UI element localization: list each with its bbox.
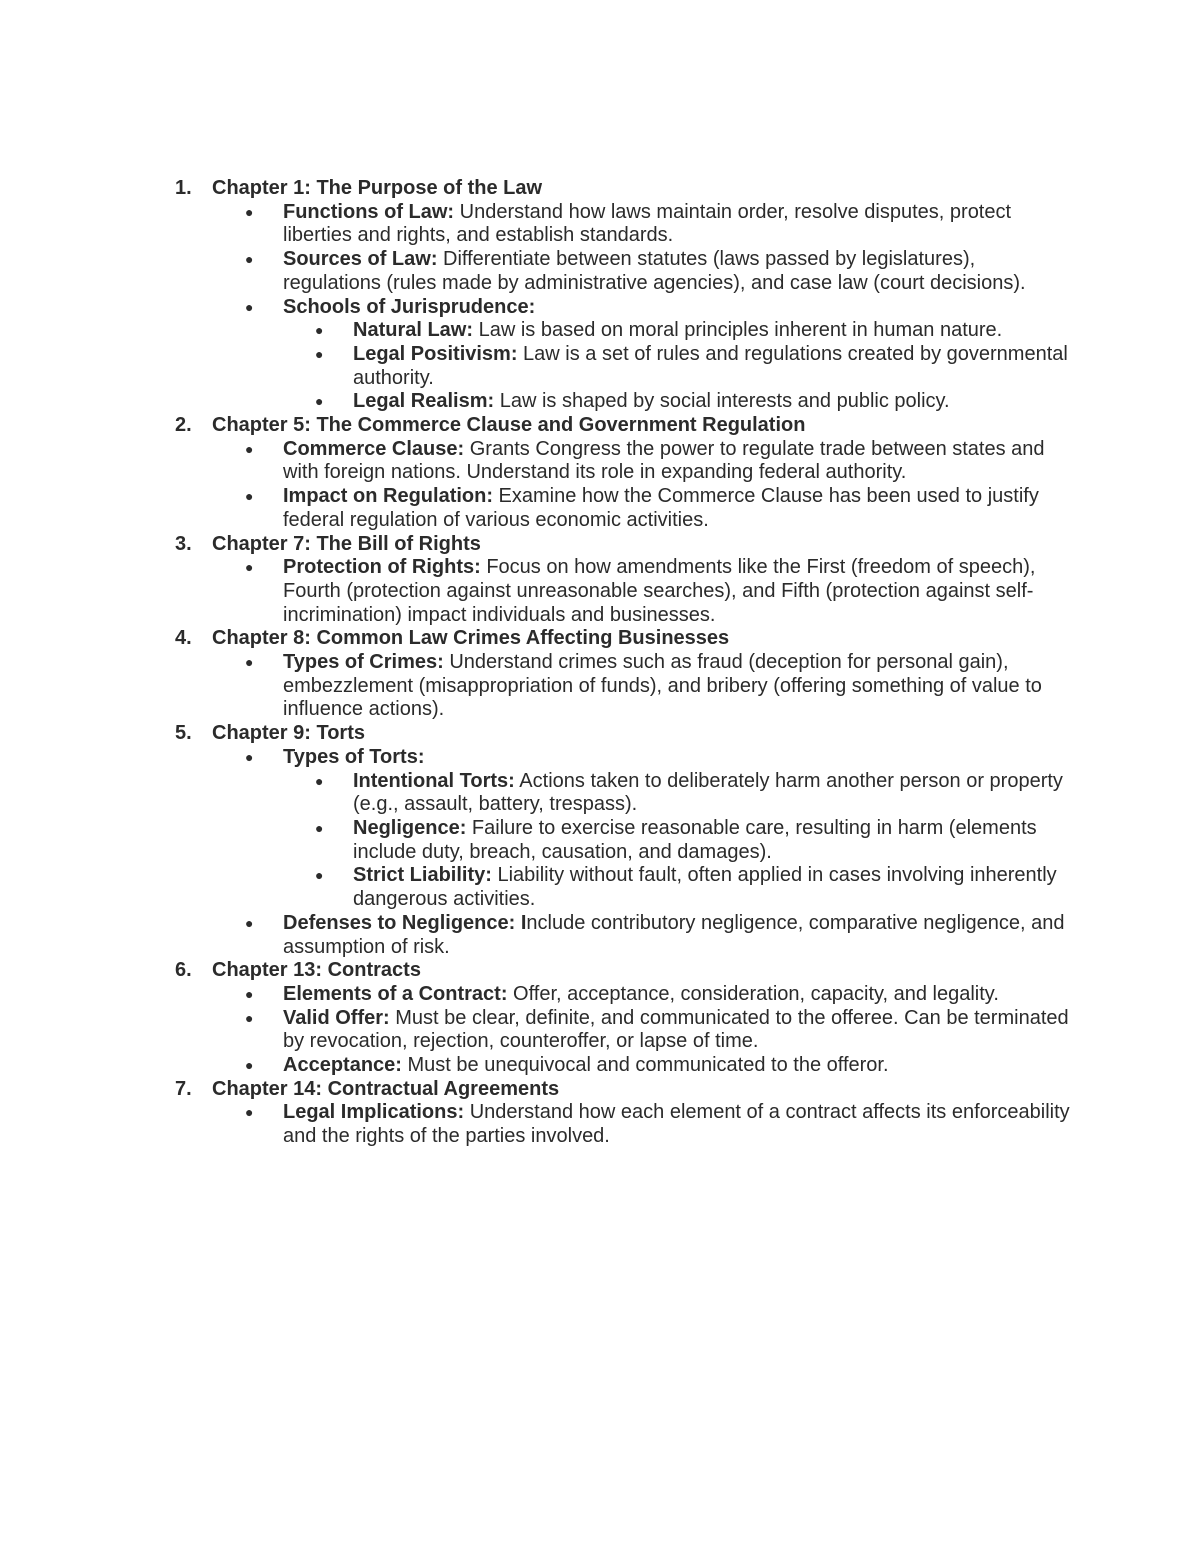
chapter-title: Chapter 13: Contracts <box>212 959 421 982</box>
sub-bullet-item <box>0 817 1072 864</box>
item-description: Liability without fault, often applied in cases involving inherently dangerous activities. <box>353 864 1057 911</box>
chapter-section <box>0 959 1072 1078</box>
chapter-section <box>0 414 1072 533</box>
bullet-item <box>0 296 1072 320</box>
item-term: Legal Implications: <box>283 1101 465 1124</box>
bullet-icon: ● <box>245 914 254 931</box>
bullet-icon: ● <box>315 393 324 410</box>
bullet-icon: ● <box>315 819 324 836</box>
bullet-item <box>0 1054 1072 1078</box>
item-description: Actions taken to deliberately harm another person or property (e.g., assault, battery, trespass). <box>353 769 1063 816</box>
bullet-item <box>0 1101 1072 1148</box>
bullet-icon: ● <box>245 1057 254 1074</box>
bullet-item <box>0 556 1072 627</box>
bullet-icon: ● <box>315 867 324 884</box>
bullet-list <box>0 746 1072 959</box>
chapter-section <box>0 722 1072 959</box>
bullet-icon: ● <box>315 345 324 362</box>
item-description: Must be unequivocal and communicated to the offeror. <box>401 1054 889 1077</box>
sub-bullet-item <box>0 770 1072 817</box>
sub-bullet-item <box>0 343 1072 390</box>
item-description: Law is based on moral principles inherent in human nature. <box>473 319 1003 342</box>
bullet-item <box>0 201 1072 248</box>
bullet-item <box>0 485 1072 532</box>
item-description: Offer, acceptance, consideration, capacity, and legality. <box>507 982 999 1005</box>
chapter-section <box>0 627 1072 722</box>
bullet-icon: ● <box>245 440 254 457</box>
chapter-number: 3. <box>175 532 192 555</box>
item-term: Impact on Regulation: <box>283 485 493 508</box>
item-description: Examine how the Commerce Clause has been used to justify federal regulation of various economic activities. <box>283 485 1039 531</box>
chapter-number: 4. <box>175 627 192 650</box>
item-term: Strict Liability: <box>353 864 492 887</box>
chapter-number: 2. <box>175 414 192 437</box>
item-description: Law is a set of rules and regulations created by governmental authority. <box>353 342 1068 389</box>
item-description: Understand how laws maintain order, resolve disputes, protect liberties and rights, and establish standards. <box>283 200 1012 247</box>
bullet-list <box>0 651 1072 722</box>
item-term: Natural Law: <box>353 319 474 342</box>
bullet-icon: ● <box>245 985 254 1002</box>
item-term: Schools of Jurisprudence: <box>283 295 536 318</box>
item-term: Legal Positivism: <box>353 342 518 365</box>
chapter-title: Chapter 5: The Commerce Clause and Government Regulation <box>212 414 806 437</box>
item-term: Negligence: <box>353 816 467 839</box>
bullet-icon: ● <box>315 322 324 339</box>
item-term: Defenses to Negligence: I <box>283 911 527 934</box>
item-description: Must be clear, definite, and communicated to the offeree. Can be terminated by revocation, rejection, counteroffer, or lapse of time. <box>283 1006 1069 1053</box>
sub-bullet-item <box>0 319 1072 343</box>
chapter-number: 7. <box>175 1077 192 1100</box>
bullet-icon: ● <box>245 559 254 576</box>
item-description: nclude contributory negligence, comparative negligence, and assumption of risk. <box>283 911 1065 958</box>
item-term: Functions of Law: <box>283 200 455 223</box>
chapter-section <box>0 533 1072 628</box>
item-term: Intentional Torts: <box>353 769 515 792</box>
bullet-item <box>0 438 1072 485</box>
bullet-icon: ● <box>245 203 254 220</box>
sub-bullet-item <box>0 864 1072 911</box>
item-description: Grants Congress the power to regulate trade between states and with foreign nations. Understand its role in expanding federal authority. <box>283 437 1045 484</box>
item-description: Understand how each element of a contract affects its enforceability and the rights of the parties involved. <box>283 1101 1070 1148</box>
bullet-icon: ● <box>315 772 324 789</box>
bullet-item <box>0 983 1072 1007</box>
item-term: Protection of Rights: <box>283 556 481 579</box>
bullet-item <box>0 651 1072 722</box>
item-description: Understand crimes such as fraud (deception for personal gain), embezzlement (misappropriation of funds), and bribery (offering something of value to influence actions). <box>283 651 1042 721</box>
bullet-icon: ● <box>245 488 254 505</box>
bullet-item <box>0 1007 1072 1054</box>
bullet-item <box>0 746 1072 770</box>
bullet-icon: ● <box>245 1104 254 1121</box>
chapter-number: 1. <box>175 177 192 199</box>
bullet-list <box>0 201 1072 414</box>
item-term: Types of Crimes: <box>283 651 444 674</box>
item-term: Valid Offer: <box>283 1006 390 1029</box>
chapter-section <box>0 177 1072 414</box>
item-description: Failure to exercise reasonable care, resulting in harm (elements include duty, breach, causation, and damages). <box>353 816 1037 863</box>
bullet-list <box>0 556 1072 627</box>
item-term: Sources of Law: <box>283 248 438 271</box>
item-description: Differentiate between statutes (laws passed by legislatures), regulations (rules made by administrative agencies), and case law (court decisions). <box>283 248 1026 294</box>
item-term: Elements of a Contract: <box>283 982 508 1005</box>
chapter-outline <box>0 177 1200 1149</box>
chapter-number: 6. <box>175 959 192 982</box>
bullet-icon: ● <box>245 298 254 315</box>
chapter-title: Chapter 14: Contractual Agreements <box>212 1077 560 1100</box>
chapter-section <box>0 1078 1072 1149</box>
item-term: Commerce Clause: <box>283 437 465 460</box>
sub-bullet-item <box>0 390 1072 414</box>
item-term: Legal Realism: <box>353 390 495 413</box>
bullet-icon: ● <box>245 1009 254 1026</box>
bullet-item <box>0 912 1072 959</box>
item-term: Acceptance: <box>283 1054 402 1077</box>
chapter-title: Chapter 1: The Purpose of the Law <box>212 177 543 199</box>
item-description: Focus on how amendments like the First (freedom of speech), Fourth (protection against unreasonable searches), and Fifth (protection against self-incrimination) impact individuals and businesses. <box>283 556 1036 626</box>
chapter-title: Chapter 9: Torts <box>212 722 365 745</box>
bullet-list <box>0 983 1072 1078</box>
bullet-list <box>0 1101 1072 1148</box>
bullet-item <box>0 248 1072 295</box>
item-term: Types of Torts: <box>283 745 425 768</box>
bullet-icon: ● <box>245 654 254 671</box>
chapter-number: 5. <box>175 722 192 745</box>
bullet-icon: ● <box>245 748 254 765</box>
item-description: Law is shaped by social interests and public policy. <box>494 390 950 413</box>
bullet-icon: ● <box>245 251 254 268</box>
chapter-title: Chapter 8: Common Law Crimes Affecting Businesses <box>212 627 730 650</box>
chapter-title: Chapter 7: The Bill of Rights <box>212 532 481 555</box>
bullet-list <box>0 438 1072 533</box>
